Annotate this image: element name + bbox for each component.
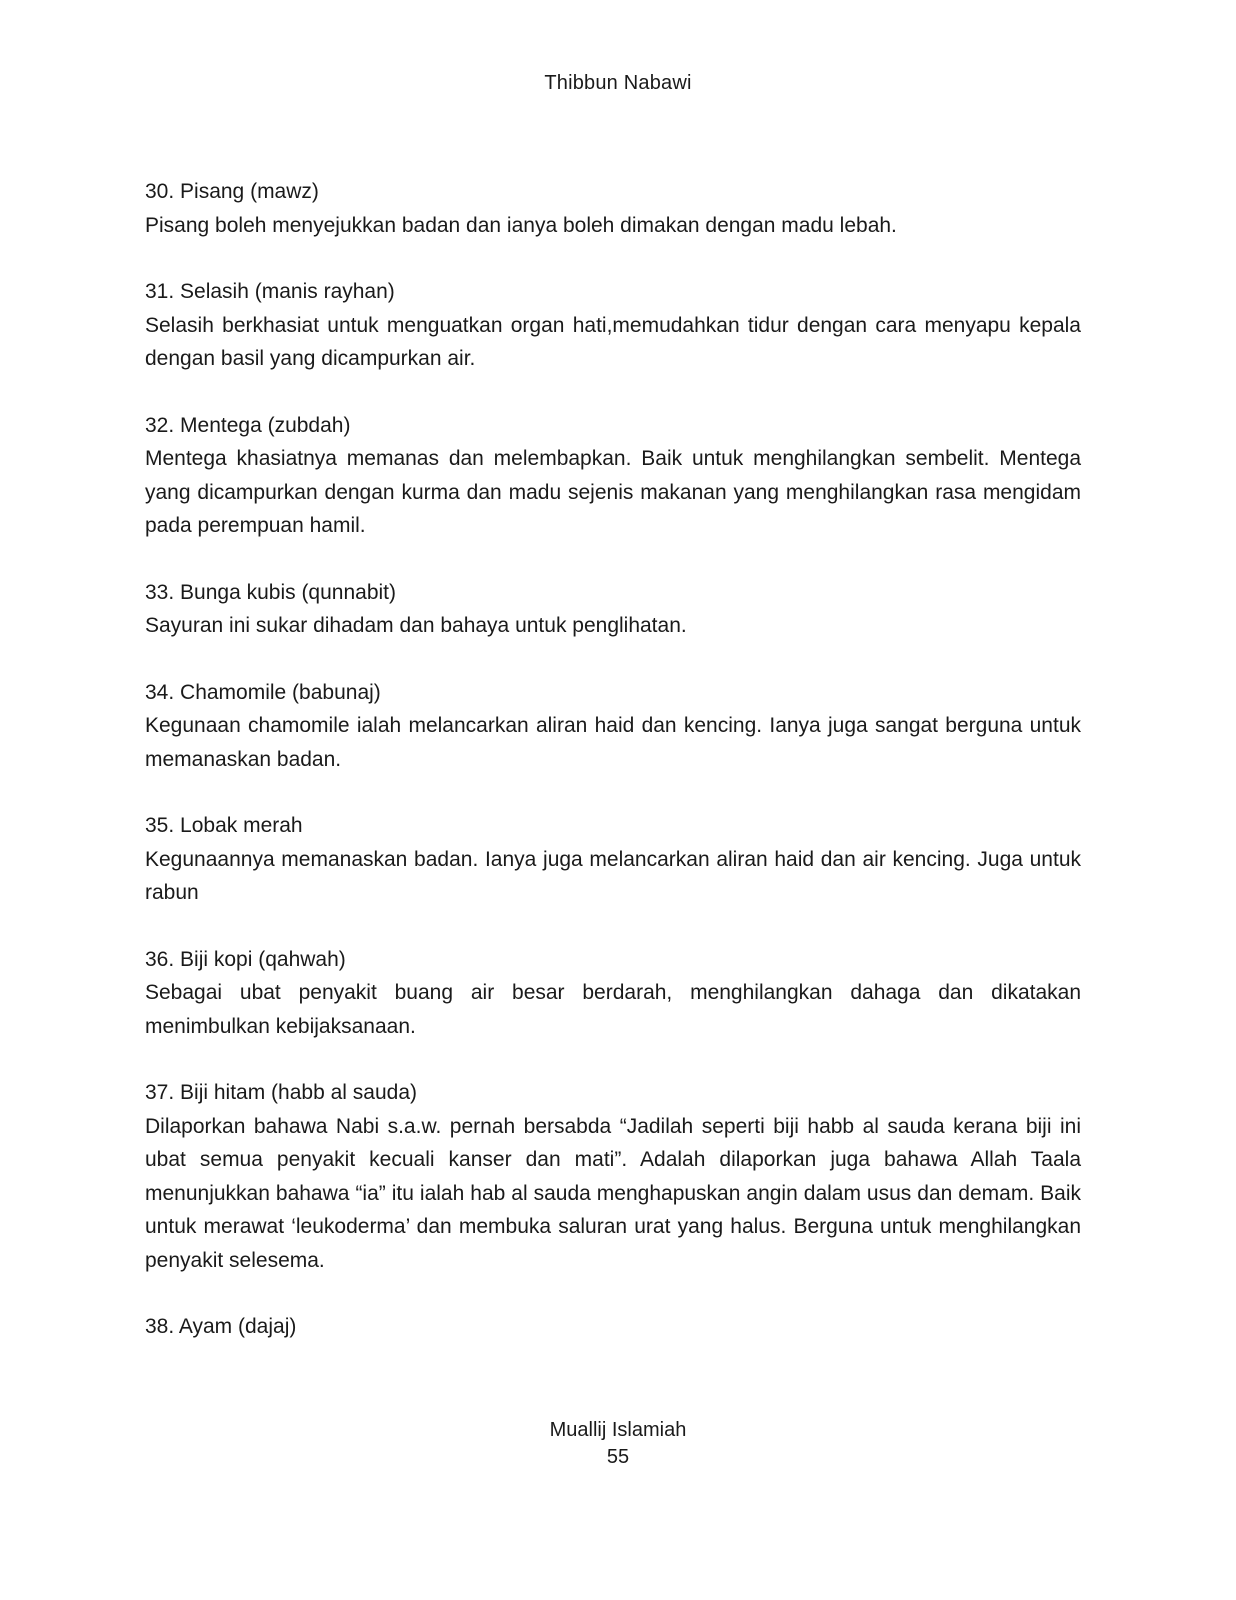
entry-title: 38. Ayam (dajaj) bbox=[145, 1315, 297, 1338]
entry-title: 31. Selasih (manis rayhan) bbox=[145, 280, 395, 303]
entry-mentega bbox=[145, 409, 1081, 543]
entry-body: Selasih berkhasiat untuk menguatkan organ hati,memudahkan tidur dengan cara menyapu kepala dengan basil yang dicampurkan air. bbox=[145, 313, 1081, 370]
page-footer bbox=[0, 1417, 1236, 1471]
entry-chamomile bbox=[145, 676, 1081, 777]
running-header bbox=[0, 72, 1236, 95]
entry-body: Pisang boleh menyejukkan badan dan ianya boleh dimakan dengan madu lebah. bbox=[145, 213, 897, 237]
entry-body: Kegunaan chamomile ialah melancarkan aliran haid dan kencing. Ianya juga sangat berguna untuk memanaskan badan. bbox=[145, 714, 1081, 771]
entry-body: Sayuran ini sukar dihadam dan bahaya untuk penglihatan. bbox=[145, 614, 687, 637]
entry-ayam bbox=[145, 1310, 1081, 1344]
page-number: 55 bbox=[606, 1446, 630, 1468]
entry-body: Dilaporkan bahawa Nabi s.a.w. pernah bersabda “Jadilah seperti biji habb al sauda kerana biji ini ubat semua penyakit kecuali kanser dan mati”. Adalah dilaporkan juga bahawa Allah Taala menunjukkan bahawa “ia” itu ialah hab al sauda menghapuskan angin dalam usus dan demam. Baik untuk merawat ‘leukoderma’ dan membuka saluran urat yang halus. Berguna untuk menghilangkan penyakit selesema. bbox=[145, 1114, 1081, 1272]
entry-title: 37. Biji hitam (habb al sauda) bbox=[145, 1081, 417, 1104]
entry-biji-kopi bbox=[145, 943, 1081, 1044]
entry-pisang bbox=[145, 175, 1081, 242]
entry-body: Mentega khasiatnya memanas dan melembapkan. Baik untuk menghilangkan sembelit. Mentega yang dicampurkan dengan kurma dan madu sejenis makanan yang menghilangkan rasa mengidam pada perempuan hamil. bbox=[145, 447, 1081, 537]
entry-biji-hitam bbox=[145, 1076, 1081, 1277]
header-title: Thibbun Nabawi bbox=[544, 72, 692, 94]
entry-title: 33. Bunga kubis (qunnabit) bbox=[145, 580, 397, 604]
entry-body: Kegunaannya memanaskan badan. Ianya juga melancarkan aliran haid dan air kencing. Juga untuk rabun bbox=[145, 847, 1081, 904]
entry-title: 36. Biji kopi (qahwah) bbox=[145, 947, 346, 971]
entry-selasih bbox=[145, 275, 1081, 376]
entry-title: 35. Lobak merah bbox=[145, 814, 303, 837]
entry-title: 34. Chamomile (babunaj) bbox=[145, 680, 381, 704]
entry-lobak-merah bbox=[145, 809, 1081, 910]
entry-body: Sebagai ubat penyakit buang air besar berdarah, menghilangkan dahaga dan dikatakan menimbulkan kebijaksanaan. bbox=[145, 981, 1081, 1038]
entry-bunga-kubis bbox=[145, 576, 1081, 643]
page-content bbox=[145, 175, 1081, 1377]
entry-title: 30. Pisang (mawz) bbox=[145, 180, 319, 203]
entry-title: 32. Mentega (zubdah) bbox=[145, 413, 351, 437]
footer-publisher: Muallij Islamiah bbox=[549, 1419, 687, 1441]
